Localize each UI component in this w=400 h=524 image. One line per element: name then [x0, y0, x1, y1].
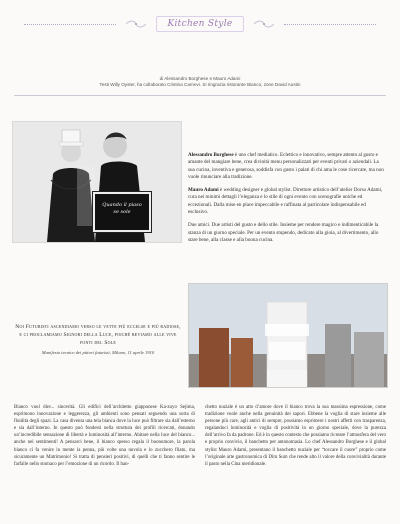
building-illustration	[189, 284, 387, 387]
intro-paragraph-adami	[188, 187, 384, 216]
header-rule	[14, 95, 386, 96]
byline-credits: Testi Willy Oyster, ha collaborato Cristina Carnevi. Si ringrazia ristorante Bianco, zone David Austin	[99, 82, 301, 87]
photo-building	[188, 283, 388, 388]
byline	[0, 76, 400, 88]
photo-chefs	[12, 121, 182, 243]
section-ornament	[0, 16, 400, 32]
bottom-right-column	[205, 404, 386, 468]
flourish-right-icon	[252, 19, 276, 29]
byline-authors: di Alessandro Borghese e Mauro Adami	[159, 76, 241, 81]
bottom-left-paragraph: Bianco vuol dire... sincerità. Gli edifici dell’architetto giapponese Ka-zuyo Sejima, esprimono innovazione e leggerezza, gli ambienti sono pensati seguendo una sorta di fluidità degli spazi. La casa diventa una tela bianca dove la luce può filtrare sia dall’esterno e sia dall’interno. In questo può fondersi nella struttura dei profili ricercati, donando un’incredibile sensazione di libertà e luminosità all’interno. Abitare nella luce del bianco... anche nei sentimenti! A pensarci bene, il bianco spesso regala il buonumore, la parola bianco ci fa venire in mente la penna, più volte una nuvola e lo zucchero filato, ma sicuramente un Matrimonio! Si tratta di pensieri positivi, di quelli che ti fanno sentire le farfalle nello stomaco per l’emozione di un ricordo. Il ban-	[14, 405, 195, 467]
quote-text: Noi Futuristi ascendiamo verso le vette più eccelse e più radiose, e ci proclamiamo Signori della Luce, poiché beviamo alle vive fonti del Sole	[15, 324, 181, 346]
section-header	[0, 16, 400, 32]
intro-paragraph-borghese	[188, 152, 384, 181]
chalkboard-text: Quando il piaso se sole	[102, 202, 142, 215]
name-adami: Mauro Adami	[188, 187, 219, 194]
ornament-rule-right	[284, 24, 376, 25]
futurist-quote	[14, 323, 182, 356]
bio-adami: è wedding designer e global stylist. Direttore artistico dell’atelier Dorso Adami, cura nei minimi dettagli l’eleganza e lo stile di ogni evento con scenografie uniche ed eccezionali. Dalla mise en place impeccabile e raffinata al particolare indispensabile ed esclusivo.	[188, 187, 383, 216]
section-title: Kitchen Style	[156, 16, 243, 32]
quote-citation: Manifesto tecnico dei pittori futuristi, Milano, 11 aprile 1910	[41, 350, 155, 355]
bottom-text	[14, 404, 386, 468]
ornament-rule-left	[24, 24, 116, 25]
chalkboard-sign	[93, 192, 151, 232]
intro-paragraph-together: Due amici. Due artisti del gusto e dello stile. Insieme per rendere magico e indimenticabile la stanza di un giorno speciale. Per un evento stupendo, dedicato alla gioia, al divertimento, allo stare bene, alla classe e alla buona cucina.	[188, 222, 379, 243]
bio-borghese: è uno chef mediatico. Eclettico e innovativo, sempre attento al gusto e amante del mangiare bene, crea divinità menu personalizzati per eventi privati o aziendali. La sua cucina, inventiva e generosa, soddisfa con gusto i palati di chi ama le cose ricercate, ma non vuole rinunciare alla tradizione.	[188, 152, 384, 180]
bottom-right-paragraph: chetto nuziale è un atto d’amore dove il bianco trova la sua massima espressione, come tradizione vuole anche nella genuinità dei sapori. Ebbene la voglia di stare insieme alle persone più care, agli amici di sempre, possiamo esprimere i nostri affetti con trasparenza, regalandoci luminosità e voglia di positività in un giorno speciale, dove la purezza dell’arrivo fa da padrone. Ed è in questo contesto che possiamo ricreare l’atmosfera del vero e proprio convivio, il banchetto per antonomasia. Lo chef Alessandro Borghese e il global stylist Mauro Adami, presentano il banchetto nuziale per “toccare il cuore” proprio come l’originale arte gastronomica di Dim Sum che rende alto il valore della convivialità durante il pasto nella Cina meridionale.	[205, 405, 386, 467]
intro-text	[188, 152, 384, 250]
flourish-left-icon	[124, 19, 148, 29]
bottom-left-column	[14, 404, 195, 468]
name-borghese: Alessandro Borghese	[188, 152, 234, 158]
